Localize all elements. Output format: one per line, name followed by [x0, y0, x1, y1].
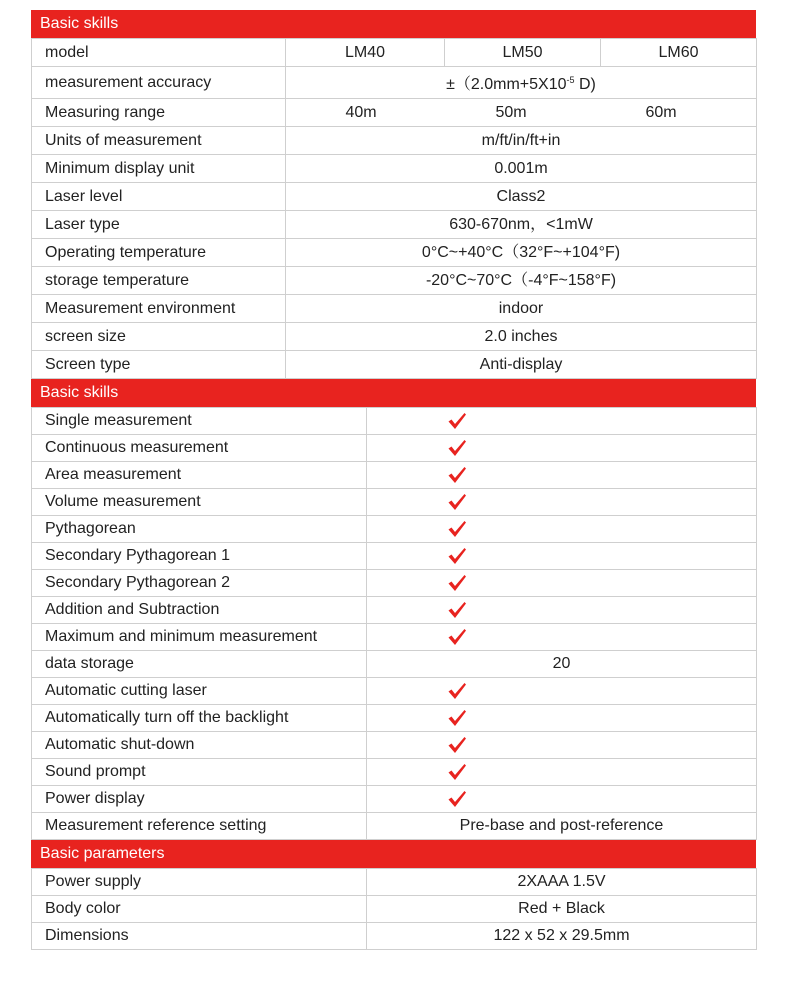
- table-row: [32, 786, 757, 813]
- table-row: [32, 732, 757, 759]
- row-value: m/ft/in/ft+in: [286, 127, 757, 155]
- row-label: Sound prompt: [32, 759, 367, 786]
- row-label: Units of measurement: [32, 127, 286, 155]
- table-row: [32, 869, 757, 896]
- range-values: [286, 99, 757, 127]
- check-cell: [367, 435, 757, 462]
- table-row: [32, 323, 757, 351]
- specs-table: [31, 38, 757, 379]
- row-label: Secondary Pythagorean 2: [32, 570, 367, 597]
- params-table: [31, 868, 757, 950]
- table-row: [32, 267, 757, 295]
- table-row: [32, 489, 757, 516]
- row-value: 630-670nm，<1mW: [286, 211, 757, 239]
- row-label: Automatic shut-down: [32, 732, 367, 759]
- row-label: Measuring range: [32, 99, 286, 127]
- checkmark-icon: [447, 411, 467, 431]
- table-row: [32, 99, 757, 127]
- table-row: [32, 435, 757, 462]
- row-label: Addition and Subtraction: [32, 597, 367, 624]
- table-row: [32, 923, 757, 950]
- checkmark-icon: [447, 708, 467, 728]
- row-value: Anti-display: [286, 351, 757, 379]
- table-row: [32, 155, 757, 183]
- checkmark-icon: [447, 789, 467, 809]
- row-label: Automatic cutting laser: [32, 678, 367, 705]
- row-label: Maximum and minimum measurement: [32, 624, 367, 651]
- model-cell: LM60: [601, 39, 757, 67]
- model-cell: LM40: [286, 39, 445, 67]
- row-value: -20°C~70°C（-4°F~158°F): [286, 267, 757, 295]
- check-cell: [367, 759, 757, 786]
- row-label: Secondary Pythagorean 1: [32, 543, 367, 570]
- checkmark-icon: [447, 762, 467, 782]
- checkmark-icon: [447, 681, 467, 701]
- check-cell: [367, 786, 757, 813]
- table-row: [32, 239, 757, 267]
- table-row: [32, 570, 757, 597]
- range-value: 50m: [495, 104, 527, 121]
- table-row: [32, 759, 757, 786]
- table-row: [32, 183, 757, 211]
- table-row: [32, 597, 757, 624]
- row-label: data storage: [32, 651, 367, 678]
- table-row: [32, 39, 757, 67]
- checkmark-icon: [447, 492, 467, 512]
- check-cell: [367, 543, 757, 570]
- table-row: [32, 678, 757, 705]
- row-value: Red + Black: [367, 896, 757, 923]
- row-value: 0.001m: [286, 155, 757, 183]
- row-label: storage temperature: [32, 267, 286, 295]
- checkmark-icon: [447, 600, 467, 620]
- table-row: [32, 896, 757, 923]
- check-cell: [367, 489, 757, 516]
- check-cell: [367, 408, 757, 435]
- checkmark-icon: [447, 438, 467, 458]
- row-value: 20: [367, 651, 757, 678]
- accuracy-value: $\pm(2.0mm+5X10^{-5}$ D): [286, 67, 757, 99]
- row-value: indoor: [286, 295, 757, 323]
- table-row: [32, 705, 757, 732]
- row-value: 0°C~+40°C（32°F~+104°F): [286, 239, 757, 267]
- checkmark-icon: [447, 573, 467, 593]
- model-cell: LM50: [445, 39, 601, 67]
- check-cell: [367, 597, 757, 624]
- table-row: [32, 127, 757, 155]
- check-cell: [367, 678, 757, 705]
- row-label: model: [32, 39, 286, 67]
- section-header-basic-skills-2: Basic skills: [31, 379, 756, 407]
- row-label: Minimum display unit: [32, 155, 286, 183]
- row-label: Operating temperature: [32, 239, 286, 267]
- spec-sheet: [31, 10, 756, 950]
- row-label: Power display: [32, 786, 367, 813]
- row-label: screen size: [32, 323, 286, 351]
- check-cell: [367, 516, 757, 543]
- check-cell: [367, 570, 757, 597]
- row-label: Body color: [32, 896, 367, 923]
- row-label: Continuous measurement: [32, 435, 367, 462]
- table-row: [32, 408, 757, 435]
- checkmark-icon: [447, 519, 467, 539]
- checkmark-icon: [447, 627, 467, 647]
- row-value: Pre-base and post-reference: [367, 813, 757, 840]
- row-value: 122 x 52 x 29.5mm: [367, 923, 757, 950]
- table-row: [32, 351, 757, 379]
- table-row: [32, 295, 757, 323]
- row-label: Dimensions: [32, 923, 367, 950]
- row-label: Pythagorean: [32, 516, 367, 543]
- section-header-basic-parameters: Basic parameters: [31, 840, 756, 868]
- row-label: Volume measurement: [32, 489, 367, 516]
- row-label: Single measurement: [32, 408, 367, 435]
- row-label: measurement accuracy: [32, 67, 286, 99]
- table-row: [32, 813, 757, 840]
- row-label: Laser level: [32, 183, 286, 211]
- row-label: Screen type: [32, 351, 286, 379]
- section-header-basic-skills-1: Basic skills: [31, 10, 756, 38]
- table-row: [32, 516, 757, 543]
- table-row: [32, 211, 757, 239]
- row-label: Power supply: [32, 869, 367, 896]
- row-label: Area measurement: [32, 462, 367, 489]
- checkmark-icon: [447, 465, 467, 485]
- range-value: 60m: [645, 104, 677, 121]
- checkmark-icon: [447, 735, 467, 755]
- row-label: Automatically turn off the backlight: [32, 705, 367, 732]
- skills-table: [31, 407, 757, 840]
- table-row: [32, 67, 757, 99]
- checkmark-icon: [447, 546, 467, 566]
- check-cell: [367, 462, 757, 489]
- table-row: [32, 624, 757, 651]
- table-row: [32, 543, 757, 570]
- check-cell: [367, 705, 757, 732]
- row-value: Class2: [286, 183, 757, 211]
- row-value: 2XAAA 1.5V: [367, 869, 757, 896]
- row-label: Measurement environment: [32, 295, 286, 323]
- range-value: 40m: [345, 104, 377, 121]
- table-row: [32, 651, 757, 678]
- check-cell: [367, 624, 757, 651]
- row-label: Measurement reference setting: [32, 813, 367, 840]
- table-row: [32, 462, 757, 489]
- row-label: Laser type: [32, 211, 286, 239]
- check-cell: [367, 732, 757, 759]
- row-value: 2.0 inches: [286, 323, 757, 351]
